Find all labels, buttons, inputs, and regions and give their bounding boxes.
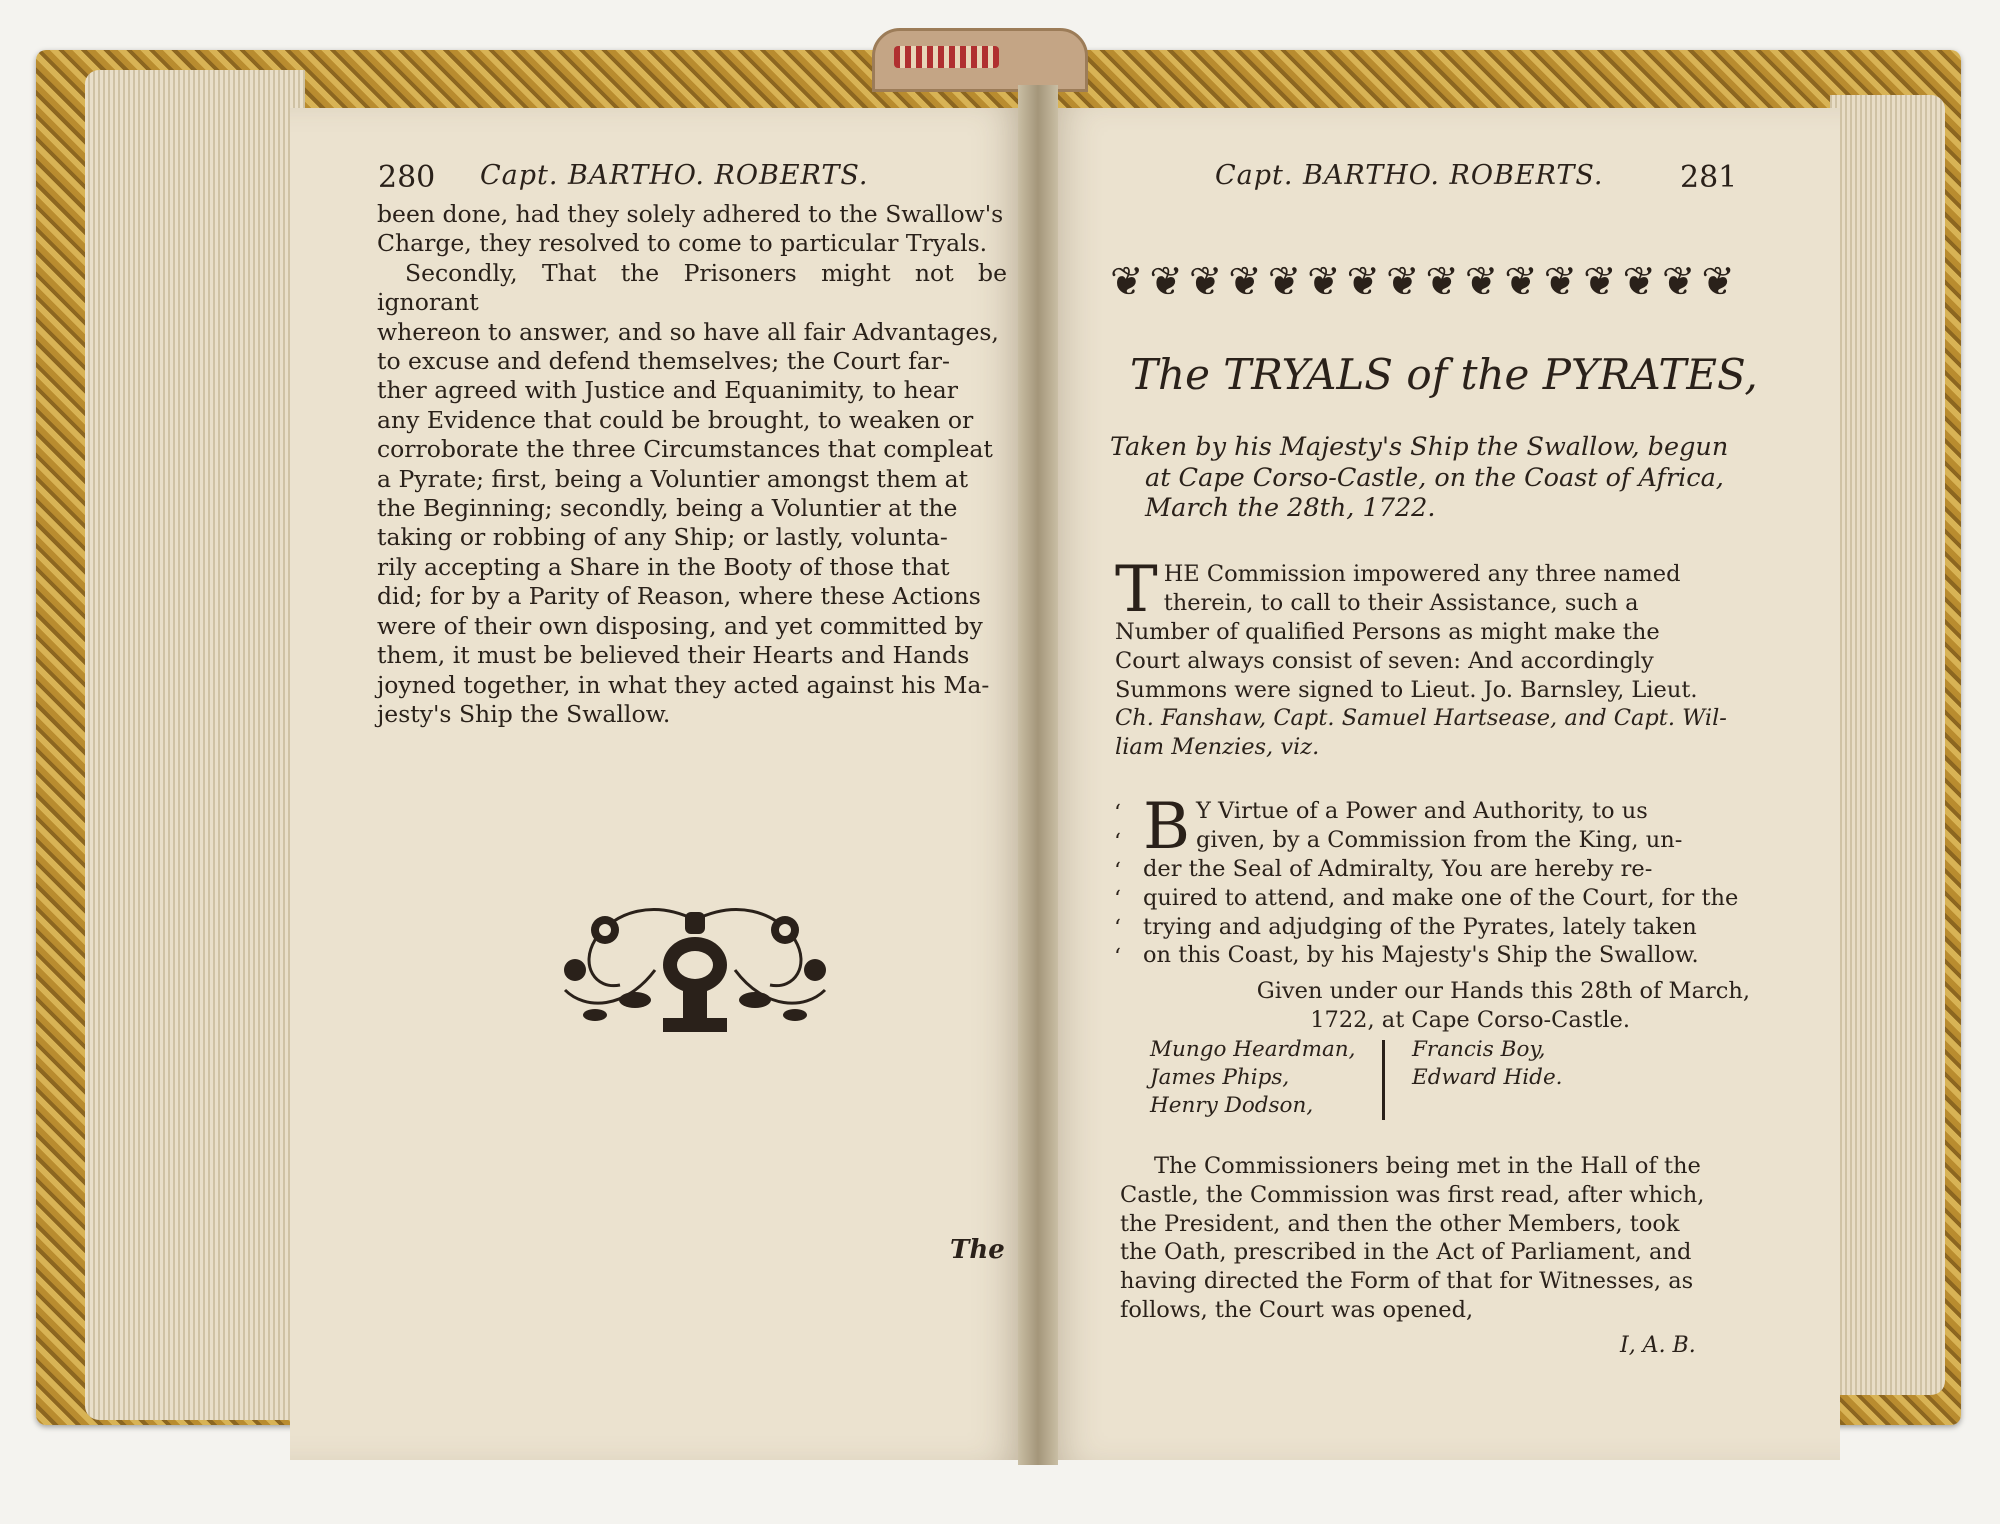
left-line: a Pyrate; first, being a Voluntier amongst them at <box>377 464 969 493</box>
page-edges-right <box>1830 95 1945 1395</box>
fleuron-icon: ❦ <box>1701 259 1735 305</box>
commission-line: therein, to call to their Assistance, such a <box>1163 589 1639 616</box>
quote-mark-icon: ‘ <box>1114 887 1121 913</box>
right-page-number: 281 <box>1680 160 1738 195</box>
signer-name: Henry Dodson, <box>1150 1093 1314 1118</box>
commission-line: Summons were signed to Lieut. Jo. Barnsley, Lieut. <box>1115 676 1698 703</box>
quote-mark-icon: ‘ <box>1114 829 1121 855</box>
signer-name: Francis Boy, <box>1412 1037 1546 1062</box>
quote-mark-icon: ‘ <box>1114 944 1121 970</box>
fleuron-icon: ❦ <box>1385 259 1420 305</box>
left-line: joyned together, in what they acted against his Ma- <box>377 670 990 699</box>
fleuron-icon: ❦ <box>1188 259 1223 305</box>
quote-mark-icon: ‘ <box>1114 801 1121 826</box>
left-line: taking or robbing of any Ship; or lastly, volunta- <box>377 523 948 552</box>
signer-name: Edward Hide. <box>1412 1065 1563 1090</box>
chapter-subtitle <box>1110 432 1755 524</box>
fleuron-ornament-band <box>1110 258 1735 308</box>
given-line: 1722, at Cape Corso-Castle. <box>1310 1006 1630 1033</box>
right-running-head: Capt. BARTHO. ROBERTS. <box>1215 160 1604 191</box>
left-line: Secondly, That the Prisoners might not be ignorant <box>377 258 1007 317</box>
after-line: the Oath, prescribed in the Act of Parliament, and <box>1120 1239 1692 1266</box>
left-line: them, it must be believed their Hearts and Hands <box>377 641 970 670</box>
fleuron-icon: ❦ <box>1464 259 1499 305</box>
after-line: the President, and then the other Members, took <box>1120 1210 1680 1237</box>
signer-name: Mungo Heardman, <box>1150 1037 1356 1062</box>
fleuron-icon: ❦ <box>1267 259 1302 305</box>
given-under-hands <box>1225 977 1750 1035</box>
left-line: corroborate the three Circumstances that compleat <box>377 435 993 464</box>
fleuron-icon: ❦ <box>1583 259 1617 305</box>
fleuron-icon: ❦ <box>1228 259 1262 305</box>
fleuron-icon: ❦ <box>1307 259 1341 305</box>
quote-mark-icon: ‘ <box>1114 916 1121 942</box>
right-catchword: I, A. B. <box>1620 1333 1696 1358</box>
after-line: follows, the Court was opened, <box>1120 1296 1474 1323</box>
warrant-line: Y Virtue of a Power and Authority, to us <box>1196 798 1648 824</box>
fleuron-icon: ❦ <box>1346 259 1381 305</box>
subtitle-line: at Cape Corso-Castle, on the Coast of Africa, <box>1145 462 1724 493</box>
commission-line: liam Menzies, viz. <box>1115 734 1320 761</box>
fleuron-icon: ❦ <box>1543 259 1578 305</box>
urn-vignette-ornament <box>535 890 855 1050</box>
commissioners-paragraph <box>1120 1152 1745 1325</box>
fleuron-icon: ❦ <box>1504 259 1538 305</box>
drop-cap: T <box>1115 553 1158 627</box>
left-line: rily accepting a Share in the Booty of those that <box>377 552 950 581</box>
commission-paragraph <box>1115 553 1740 762</box>
left-line: were of their own disposing, and yet committed by <box>377 611 983 640</box>
left-running-head: Capt. BARTHO. ROBERTS. <box>480 160 869 191</box>
fleuron-icon: ❦ <box>1622 259 1656 305</box>
subtitle-line: Taken by his Majesty's Ship the Swallow, begun <box>1110 432 1729 462</box>
left-line: the Beginning; secondly, being a Voluntier at the <box>377 494 958 523</box>
left-body-text <box>377 200 1007 729</box>
subtitle-line: March the 28th, 1722. <box>1145 493 1436 523</box>
left-line: Charge, they resolved to come to particular Tryals. <box>377 229 988 258</box>
left-line: did; for by a Parity of Reason, where these Actions <box>377 582 981 611</box>
drop-cap: B <box>1143 790 1191 864</box>
fleuron-icon: ❦ <box>1425 259 1459 305</box>
given-line: Given under our Hands this 28th of March, <box>1256 978 1750 1004</box>
fleuron-icon: ❦ <box>1110 259 1144 305</box>
after-line: Castle, the Commission was first read, after which, <box>1120 1181 1705 1208</box>
commission-line: Ch. Fanshaw, Capt. Samuel Hartsease, and Capt. Wil- <box>1115 705 1727 732</box>
page-edges-left <box>85 70 305 1420</box>
chapter-title: The TRYALS of the PYRATES, <box>1130 350 1758 399</box>
signers-divider <box>1382 1040 1385 1120</box>
quote-mark-icon: ‘ <box>1114 858 1121 884</box>
book-gutter <box>1018 85 1058 1465</box>
signers-right-column <box>1412 1036 1652 1092</box>
warrant-line: quired to attend, and make one of the Court, for the <box>1143 884 1739 911</box>
commission-line: Court always consist of seven: And accordingly <box>1115 647 1654 674</box>
left-line: whereon to answer, and so have all fair Advantages, <box>377 317 999 346</box>
warrant-paragraph <box>1115 790 1745 970</box>
headband-stitching <box>894 46 999 68</box>
fleuron-icon: ❦ <box>1149 259 1183 305</box>
warrant-line: on this Coast, by his Majesty's Ship the Swallow. <box>1143 942 1699 969</box>
left-line: jesty's Ship the Swallow. <box>377 699 671 728</box>
commission-line: HE Commission impowered any three named <box>1163 561 1681 587</box>
after-line: having directed the Form of that for Witnesses, as <box>1120 1268 1694 1295</box>
left-line: to excuse and defend themselves; the Court far- <box>377 347 950 376</box>
left-catchword: The <box>950 1235 1005 1265</box>
fleuron-icon: ❦ <box>1661 259 1696 305</box>
signers-left-column <box>1150 1036 1370 1120</box>
left-line: been done, had they solely adhered to the Swallow's <box>377 200 1004 228</box>
left-line: ther agreed with Justice and Equanimity, to hear <box>377 376 958 405</box>
warrant-line: trying and adjudging of the Pyrates, lately taken <box>1143 913 1697 940</box>
warrant-line: given, by a Commission from the King, un- <box>1196 826 1683 853</box>
after-line: The Commissioners being met in the Hall of the <box>1154 1153 1701 1179</box>
commission-line: Number of qualified Persons as might make the <box>1115 619 1660 645</box>
signer-name: James Phips, <box>1150 1065 1290 1090</box>
warrant-line: der the Seal of Admiralty, You are hereby re- <box>1143 856 1653 882</box>
left-line: any Evidence that could be brought, to weaken or <box>377 405 974 434</box>
left-page-number: 280 <box>378 160 436 195</box>
